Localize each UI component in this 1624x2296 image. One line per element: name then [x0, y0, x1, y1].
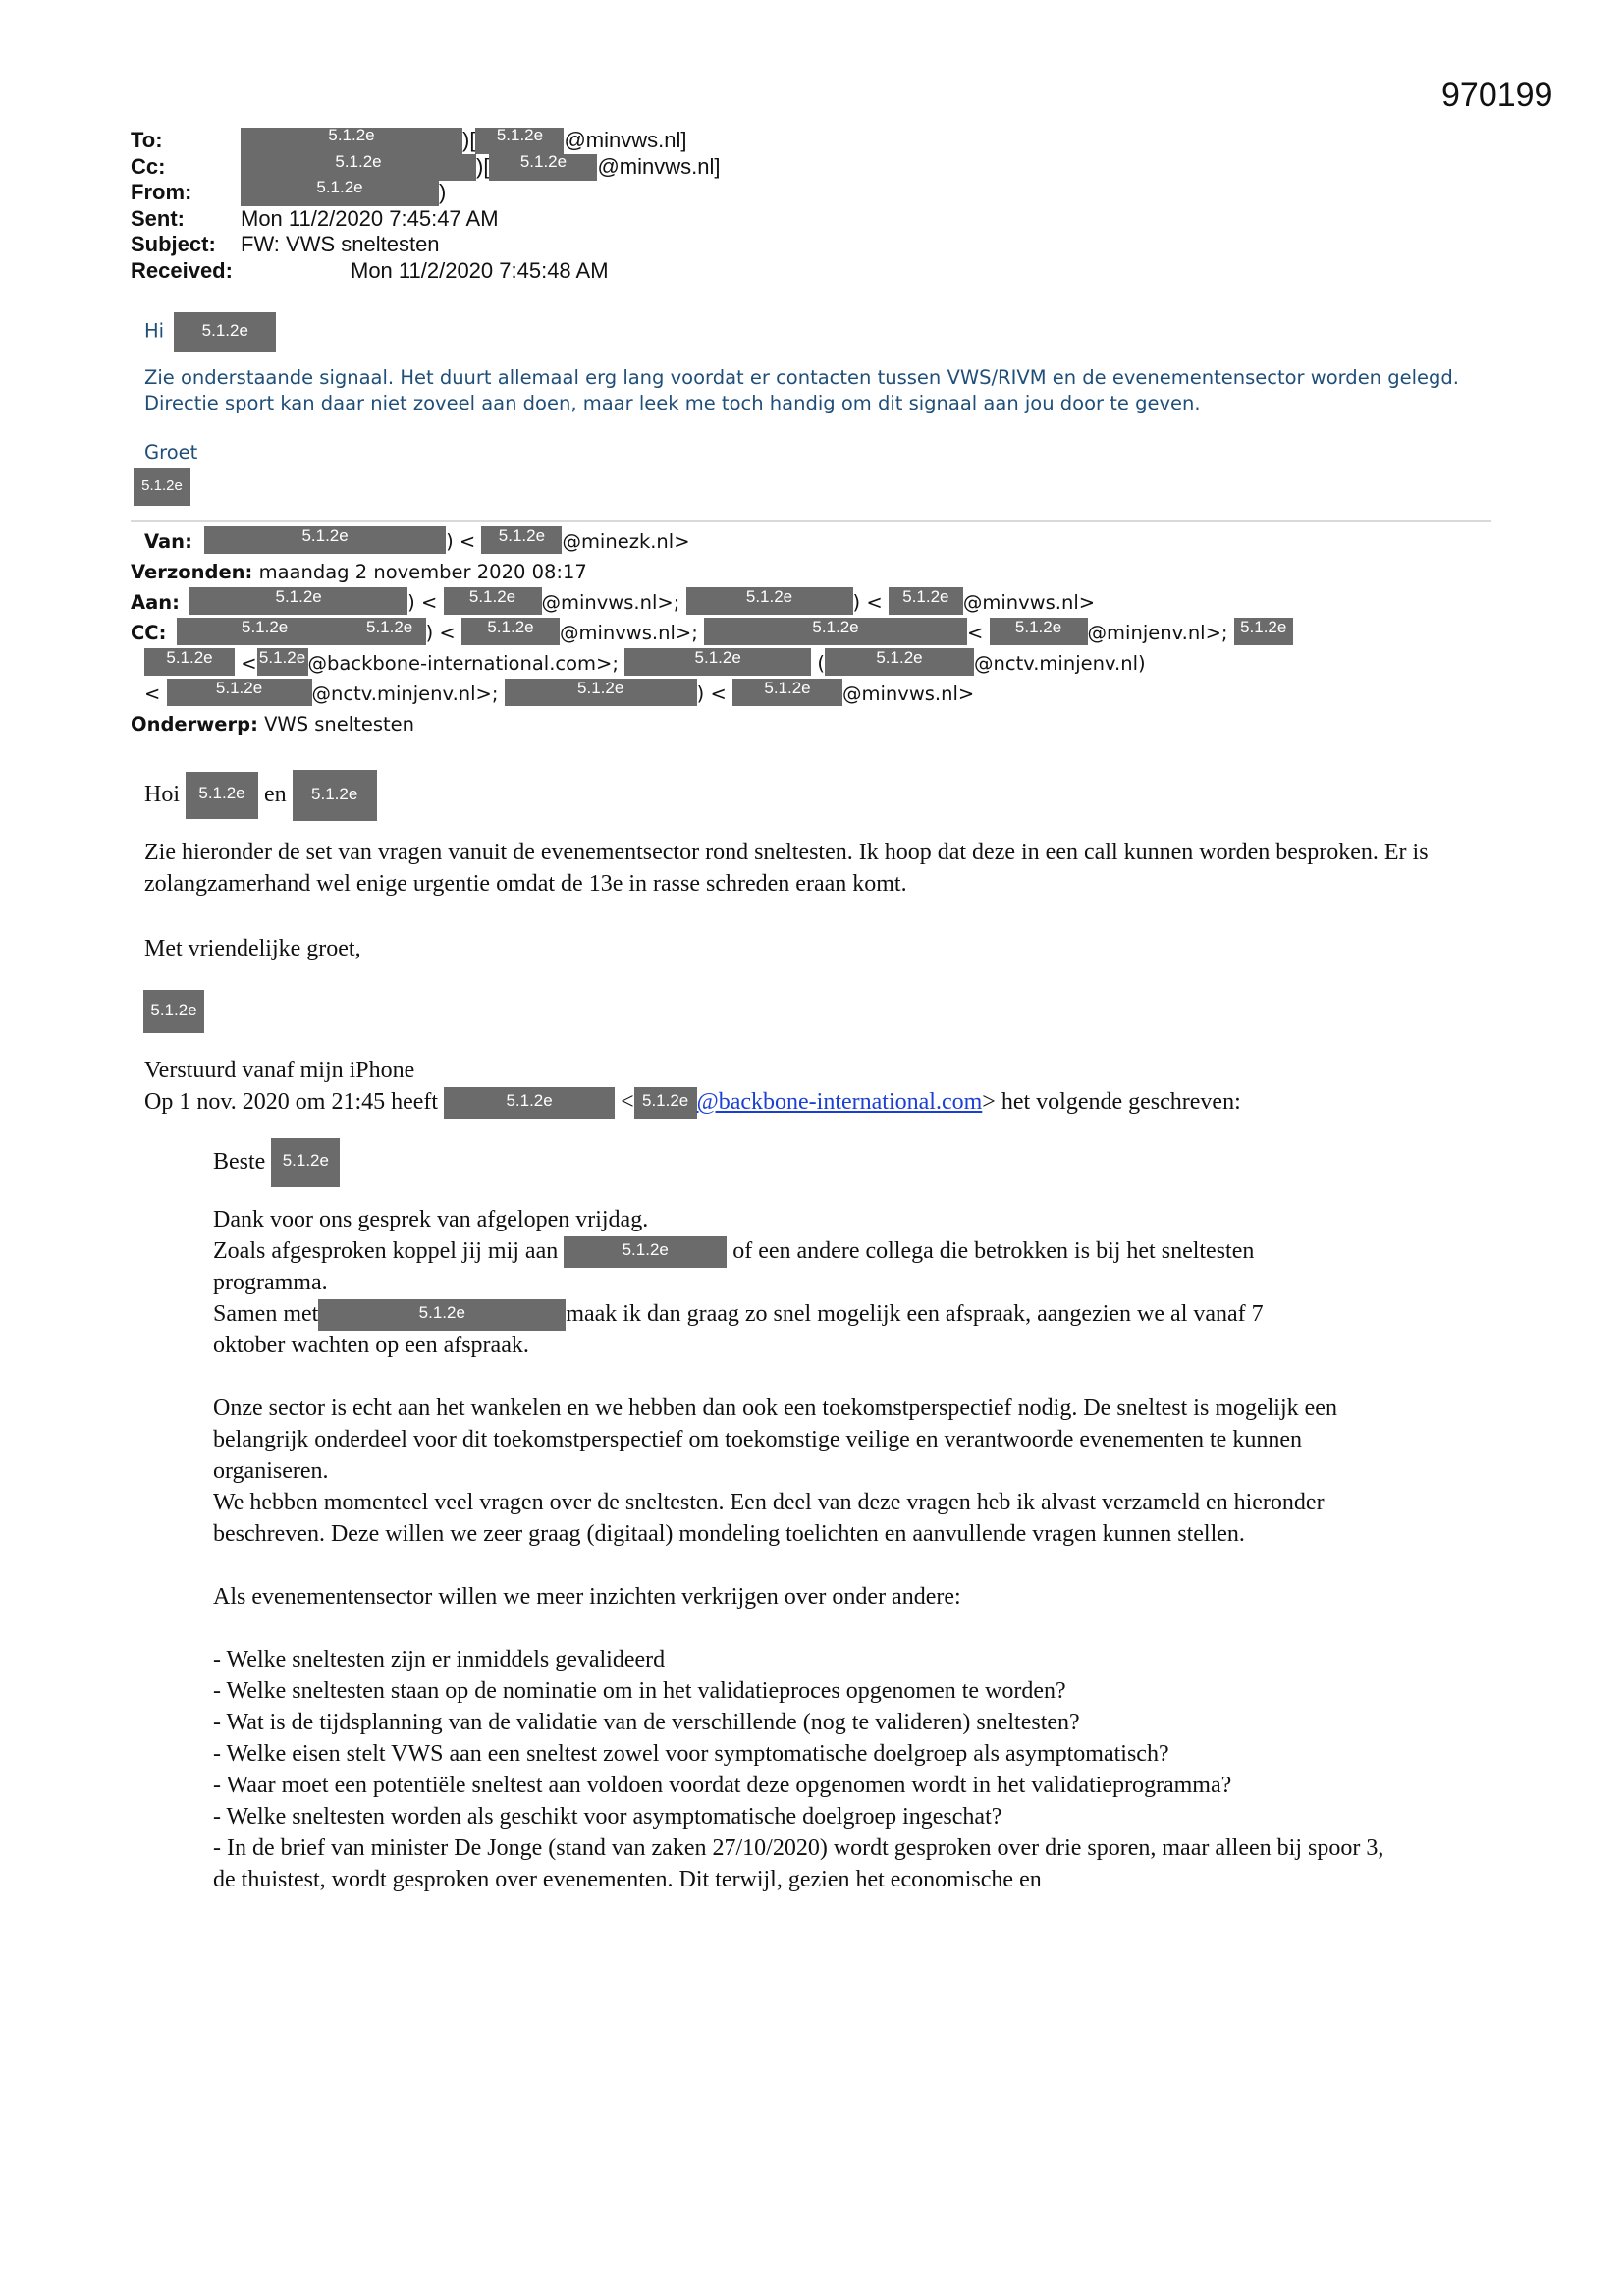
letter1-op-suffix: > het volgende geschreven: [982, 1089, 1241, 1115]
fwd-aan-row [131, 587, 1293, 618]
list-item: - Welke eisen stelt VWS aan een sneltest zowel voor symptomatische doelgroep als asymptomatisch? [213, 1741, 1169, 1767]
redaction-block: 5.1.2e [889, 587, 963, 615]
redaction-block: 5.1.2e [704, 618, 967, 645]
question-list [213, 1644, 1406, 1895]
redaction-block: 5.1.2e [732, 679, 842, 706]
redaction-block: 5.1.2e [634, 1087, 697, 1119]
list-item: - In de brief van minister De Jonge (stand van zaken 27/10/2020) wordt gesproken over drie sporen, maar alleen bij spoor 3, de thuistest, wordt gesproken over evenementen. Dit terwijl, gezien het economische en [213, 1835, 1384, 1892]
letter1-greeting-and: en [264, 782, 287, 807]
fwd-verzonden-value: maandag 2 november 2020 08:17 [258, 561, 587, 583]
subject-value: FW: VWS sneltesten [241, 232, 440, 256]
letter1-body: Zie hieronder de set van vragen vanuit de evenementsector rond sneltesten. Ik hoop dat deze in een call kunnen worden besproken. Er is zolangzamerhand wel enige urgentie omdat de 13e in rasse schreden eraan komt. [144, 840, 1429, 897]
cc-separator: )[ [476, 153, 490, 179]
redaction-block: 5.1.2e [444, 1087, 615, 1119]
backbone-email-link[interactable]: @backbone-international.com [696, 1089, 983, 1115]
letter1-greeting [144, 770, 377, 821]
fwd-domain: @minvws.nl> [842, 683, 975, 705]
letter2-p2: Onze sector is echt aan het wankelen en we hebben dan ook een toekomstperspectief nodig. De sneltest is mogelijk een belangrijk onderdeel voor dit toekomstperspectief om toekomstige veilige en verantwoorde evenementen te kunnen organiseren. [213, 1395, 1337, 1484]
from-label: From: [131, 180, 192, 204]
to-label: To: [131, 128, 163, 152]
sent-label: Sent: [131, 205, 185, 231]
fwd-van-label: Van: [144, 530, 192, 553]
letter2-greeting-text: Beste [213, 1149, 266, 1175]
subject-label: Subject: [131, 232, 216, 256]
received-value: Mon 11/2/2020 7:45:48 AM [351, 257, 609, 283]
letter2-p1-line4-prefix: Samen met [213, 1301, 319, 1327]
fwd-domain: @minjenv.nl>; [1087, 622, 1228, 644]
fwd-van-open: ) < [446, 530, 476, 553]
redaction-block: 5.1.2e [293, 770, 377, 821]
reply-greeting-line [144, 312, 276, 352]
letter2-p4: Als evenementensector willen we meer inzichten verkrijgen over onder andere: [213, 1584, 961, 1610]
reply-greeting: Hi [144, 319, 165, 343]
fwd-onderwerp-value: VWS sneltesten [264, 713, 415, 736]
redaction-block: 5.1.2e [257, 648, 308, 676]
list-item: - Welke sneltesten staan op de nominatie om in het validatieproces opgenomen te worden? [213, 1678, 1066, 1704]
redaction-block: 5.1.2e [505, 679, 697, 706]
redaction-block: 5.1.2e [353, 618, 426, 645]
letter2-p1-line5: oktober wachten op een afspraak. [213, 1333, 529, 1358]
redaction-block: 5.1.2e [461, 618, 560, 645]
received-label: Received: [131, 257, 233, 283]
redaction-block: 5.1.2e [204, 526, 446, 554]
redaction-block: 5.1.2e [564, 1236, 727, 1268]
list-item: - Welke sneltesten zijn er inmiddels gevalideerd [213, 1647, 666, 1672]
forwarded-header [131, 526, 1293, 739]
to-domain: @minvws.nl] [564, 128, 687, 152]
fwd-onderwerp-row [131, 709, 1293, 739]
from-value [241, 180, 446, 206]
letter1-greeting-prefix: Hoi [144, 782, 180, 807]
redaction-block: 5.1.2e [241, 154, 476, 181]
letter1-sent-from: Verstuurd vanaf mijn iPhone [144, 1058, 415, 1083]
letter1-op-lt: < [621, 1089, 634, 1115]
fwd-domain: @nctv.minjenv.nl) [973, 652, 1146, 675]
letter2-p1-line2-suffix: of een andere collega die betrokken is bij het sneltesten [732, 1238, 1255, 1264]
redaction-block: 5.1.2e [624, 648, 811, 676]
fwd-onderwerp-label: Onderwerp: [131, 713, 258, 736]
redaction-block: 5.1.2e [481, 526, 562, 554]
letter2-p1-line4-suffix: maak ik dan graag zo snel mogelijk een afspraak, aangezien we al vanaf 7 [566, 1301, 1264, 1327]
fwd-verzonden-row [131, 557, 1293, 587]
fwd-sep: ) < [407, 591, 438, 614]
list-item: - Wat is de tijdsplanning van de validatie van de verschillende (nog te valideren) sneltesten? [213, 1710, 1080, 1735]
fwd-aan-label: Aan: [131, 591, 180, 614]
fwd-cc-label: CC: [131, 622, 167, 644]
to-value [241, 128, 686, 154]
list-item: - Waar moet een potentiële sneltest aan voldoen voordat deze opgenomen wordt in het validatieprogramma? [213, 1773, 1232, 1798]
redaction-block: 5.1.2e [186, 772, 258, 819]
reply-closing: Groet [144, 441, 198, 464]
letter2-p1-line2 [213, 1235, 1254, 1268]
fwd-domain: @nctv.minjenv.nl>; [311, 683, 499, 705]
fwd-sep: < [144, 683, 161, 705]
fwd-van-row [131, 526, 1293, 557]
letter1-op-line [144, 1086, 1241, 1119]
letter2-p1-line1: Dank voor ons gesprek van afgelopen vrijdag. [213, 1207, 649, 1232]
letter2-p1-line3: programma. [213, 1270, 328, 1295]
cc-domain: @minvws.nl] [597, 153, 721, 179]
redaction-block: 5.1.2e [489, 154, 597, 181]
fwd-domain: @minvws.nl>; [541, 591, 680, 614]
fwd-cc-row [131, 618, 1293, 648]
from-close: ) [439, 180, 447, 204]
redaction-block: 5.1.2e [241, 180, 439, 206]
fwd-cc-row-3 [131, 679, 1293, 709]
redaction-block: 5.1.2e [144, 648, 235, 676]
redaction-block: 5.1.2e [825, 648, 974, 676]
fwd-van-domain: @minezk.nl> [562, 530, 690, 553]
redaction-block: 5.1.2e [143, 990, 204, 1033]
redaction-block: 5.1.2e [990, 618, 1088, 645]
to-separator: )[ [462, 128, 476, 152]
fwd-cc-row-2 [131, 648, 1293, 679]
redaction-block: 5.1.2e [475, 128, 564, 154]
redaction-block: 5.1.2e [444, 587, 542, 615]
cc-value [241, 151, 721, 181]
letter1-op-prefix: Op 1 nov. 2020 om 21:45 heeft [144, 1089, 439, 1115]
redaction-block: 5.1.2e [174, 312, 276, 352]
fwd-sep: < [967, 622, 984, 644]
fwd-sep: ( [817, 652, 825, 675]
redaction-block: 5.1.2e [271, 1138, 340, 1187]
redaction-block: 5.1.2e [177, 618, 353, 645]
redaction-block: 5.1.2e [241, 128, 462, 154]
redaction-block: 5.1.2e [167, 679, 312, 706]
letter2-p3: We hebben momenteel veel vragen over de sneltesten. Een deel van deze vragen heb ik alvast verzameld en hieronder beschreven. Deze willen we zeer graag (digitaal) mondeling toelichten en aanvullende vragen kunnen stellen. [213, 1490, 1325, 1547]
redaction-block: 5.1.2e [189, 587, 407, 615]
fwd-sep: ) < [696, 683, 727, 705]
letter2-greeting [213, 1137, 340, 1187]
fwd-sep: ) < [425, 622, 456, 644]
redaction-block: 5.1.2e [318, 1299, 566, 1331]
separator-line [131, 520, 1491, 522]
fwd-domain: @backbone-international.com>; [307, 652, 619, 675]
fwd-verzonden-label: Verzonden: [131, 561, 253, 583]
redaction-block: 5.1.2e [134, 468, 190, 506]
reply-body: Zie onderstaande signaal. Het duurt allemaal erg lang voordat er contacten tussen VWS/RIVM en de evenementensector worden gelegd. Directie sport kan daar niet zoveel aan doen, maar leek me toch handig om dit signaal aan jou door te geven. [144, 366, 1459, 414]
redaction-block: 5.1.2e [686, 587, 853, 615]
fwd-sep: < [241, 652, 257, 675]
document-number: 970199 [1441, 77, 1553, 114]
fwd-domain: @minvws.nl> [962, 591, 1096, 614]
fwd-sep: ) < [852, 591, 883, 614]
redaction-block: 5.1.2e [1234, 618, 1293, 645]
cc-label: Cc: [131, 153, 166, 179]
letter2-p1-line4 [213, 1298, 1264, 1331]
sent-value: Mon 11/2/2020 7:45:47 AM [241, 205, 499, 231]
letter2-p1-line2-prefix: Zoals afgesproken koppel jij mij aan [213, 1238, 559, 1264]
fwd-domain: @minvws.nl>; [559, 622, 698, 644]
letter1-closing: Met vriendelijke groet, [144, 936, 361, 961]
list-item: - Welke sneltesten worden als geschikt voor asymptomatische doelgroep ingeschat? [213, 1804, 1002, 1830]
